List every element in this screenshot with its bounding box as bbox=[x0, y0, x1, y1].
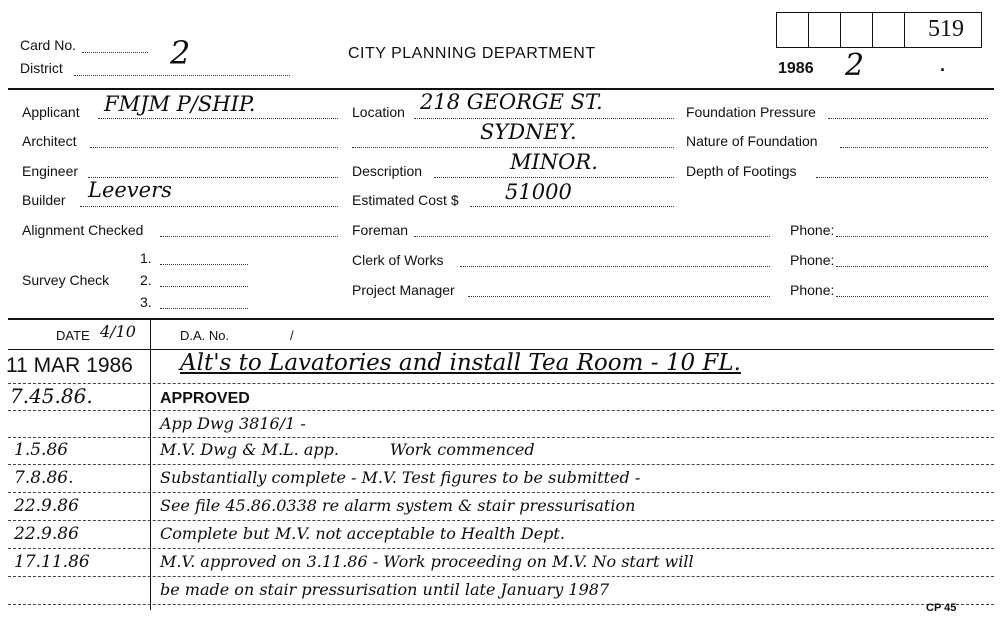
clerk-label: Clerk of Works bbox=[352, 252, 444, 268]
row-rule bbox=[8, 548, 994, 549]
alignment-dots bbox=[160, 236, 338, 237]
table-top-rule bbox=[8, 318, 994, 320]
year-mark: . bbox=[940, 55, 946, 75]
architect-label: Architect bbox=[22, 133, 77, 149]
description-label: Description bbox=[352, 163, 423, 179]
builder-value: Leevers bbox=[88, 178, 172, 202]
log-text: Complete but M.V. not acceptable to Health Dept. bbox=[160, 524, 565, 543]
pm-dots bbox=[468, 296, 770, 297]
log-date: 17.11.86 bbox=[14, 552, 90, 572]
phone-dots bbox=[836, 266, 988, 267]
row-rule bbox=[8, 576, 994, 577]
applicant-dots bbox=[98, 118, 338, 119]
log-date: 7.8.86. bbox=[14, 468, 74, 488]
row-rule bbox=[8, 604, 994, 605]
number-box-divider bbox=[872, 12, 873, 48]
row-rule bbox=[8, 437, 994, 438]
description-dots bbox=[434, 177, 674, 178]
survey-dots bbox=[160, 264, 248, 265]
card-no-dots bbox=[82, 52, 148, 53]
foundation-pressure-dots bbox=[828, 118, 988, 119]
phone-dots bbox=[836, 296, 988, 297]
clerk-dots bbox=[460, 266, 770, 267]
depth-dots bbox=[816, 177, 988, 178]
log-text: App Dwg 3816/1 - bbox=[160, 414, 306, 433]
row-rule bbox=[8, 520, 994, 521]
log-date: 22.9.86 bbox=[14, 496, 79, 516]
log-text: See file 45.86.0338 re alarm system & stair pressurisation bbox=[160, 496, 636, 515]
log-date: 22.9.86 bbox=[14, 524, 79, 544]
row-rule bbox=[8, 410, 994, 411]
row-rule bbox=[8, 464, 994, 465]
log-text: be made on stair pressurisation until late January 1987 bbox=[160, 580, 610, 599]
builder-label: Builder bbox=[22, 192, 66, 208]
da-label: D.A. No. bbox=[180, 328, 230, 343]
foreman-label: Foreman bbox=[352, 222, 409, 238]
log-text: Alt's to Lavatories and install Tea Room - 10 FL. bbox=[180, 350, 741, 376]
location-dots bbox=[414, 118, 674, 119]
card-no-value: 2 bbox=[170, 34, 191, 72]
survey-item: 3. bbox=[140, 294, 152, 310]
row-rule bbox=[8, 383, 994, 384]
nature-label: Nature of Foundation bbox=[686, 133, 818, 149]
survey-label: Survey Check bbox=[22, 272, 110, 288]
card-no-label: Card No. bbox=[20, 37, 77, 53]
location-value-2: SYDNEY. bbox=[480, 120, 577, 144]
number-box-divider bbox=[808, 12, 809, 48]
nature-dots bbox=[840, 147, 988, 148]
pm-label: Project Manager bbox=[352, 282, 455, 298]
location-value-1: 218 GEORGE ST. bbox=[420, 90, 603, 114]
year-suffix: 2 bbox=[845, 48, 865, 83]
alignment-label: Alignment Checked bbox=[22, 222, 144, 238]
log-date: 1.5.86 bbox=[14, 440, 69, 460]
log-text: Substantially complete - M.V. Test figures to be submitted - bbox=[160, 468, 641, 487]
location-label: Location bbox=[352, 104, 405, 120]
survey-item: 2. bbox=[140, 272, 152, 288]
log-text: M.V. approved on 3.11.86 - Work proceeding on M.V. No start will bbox=[160, 552, 694, 571]
survey-item: 1. bbox=[140, 250, 152, 266]
applicant-label: Applicant bbox=[22, 104, 80, 120]
engineer-label: Engineer bbox=[22, 163, 79, 179]
builder-dots bbox=[80, 206, 338, 207]
applicant-value: FMJM P/SHIP. bbox=[104, 92, 256, 116]
cost-dots bbox=[470, 206, 674, 207]
row-rule bbox=[8, 492, 994, 493]
log-text: M.V. Dwg & M.L. app. Work commenced bbox=[160, 440, 535, 459]
survey-dots bbox=[160, 308, 248, 309]
number-box-divider bbox=[904, 12, 905, 48]
cost-value: 51000 bbox=[505, 180, 572, 204]
date-header-note: 4/10 bbox=[100, 322, 136, 341]
cost-label: Estimated Cost $ bbox=[352, 192, 459, 208]
foundation-pressure-label: Foundation Pressure bbox=[686, 104, 816, 120]
page-title: CITY PLANNING DEPARTMENT bbox=[348, 45, 596, 62]
da-value: / bbox=[290, 328, 294, 343]
date-header: DATE bbox=[56, 328, 90, 343]
district-dots bbox=[74, 75, 290, 76]
phone-label: Phone: bbox=[790, 222, 835, 238]
phone-label: Phone: bbox=[790, 252, 835, 268]
card-number: 519 bbox=[928, 16, 964, 42]
description-value: MINOR. bbox=[510, 150, 598, 174]
phone-dots bbox=[836, 236, 988, 237]
location-dots-2 bbox=[352, 147, 674, 148]
foreman-dots bbox=[414, 236, 770, 237]
number-box-divider bbox=[840, 12, 841, 48]
architect-dots bbox=[90, 147, 338, 148]
phone-label: Phone: bbox=[790, 282, 835, 298]
log-date: 7.45.86. bbox=[10, 384, 93, 408]
log-text: APPROVED bbox=[160, 390, 250, 407]
district-label: District bbox=[20, 60, 63, 76]
form-code: CP 45 bbox=[926, 602, 957, 614]
log-date: 11 MAR 1986 bbox=[6, 354, 133, 377]
depth-label: Depth of Footings bbox=[686, 163, 797, 179]
survey-dots bbox=[160, 286, 248, 287]
year-label: 1986 bbox=[778, 60, 814, 77]
